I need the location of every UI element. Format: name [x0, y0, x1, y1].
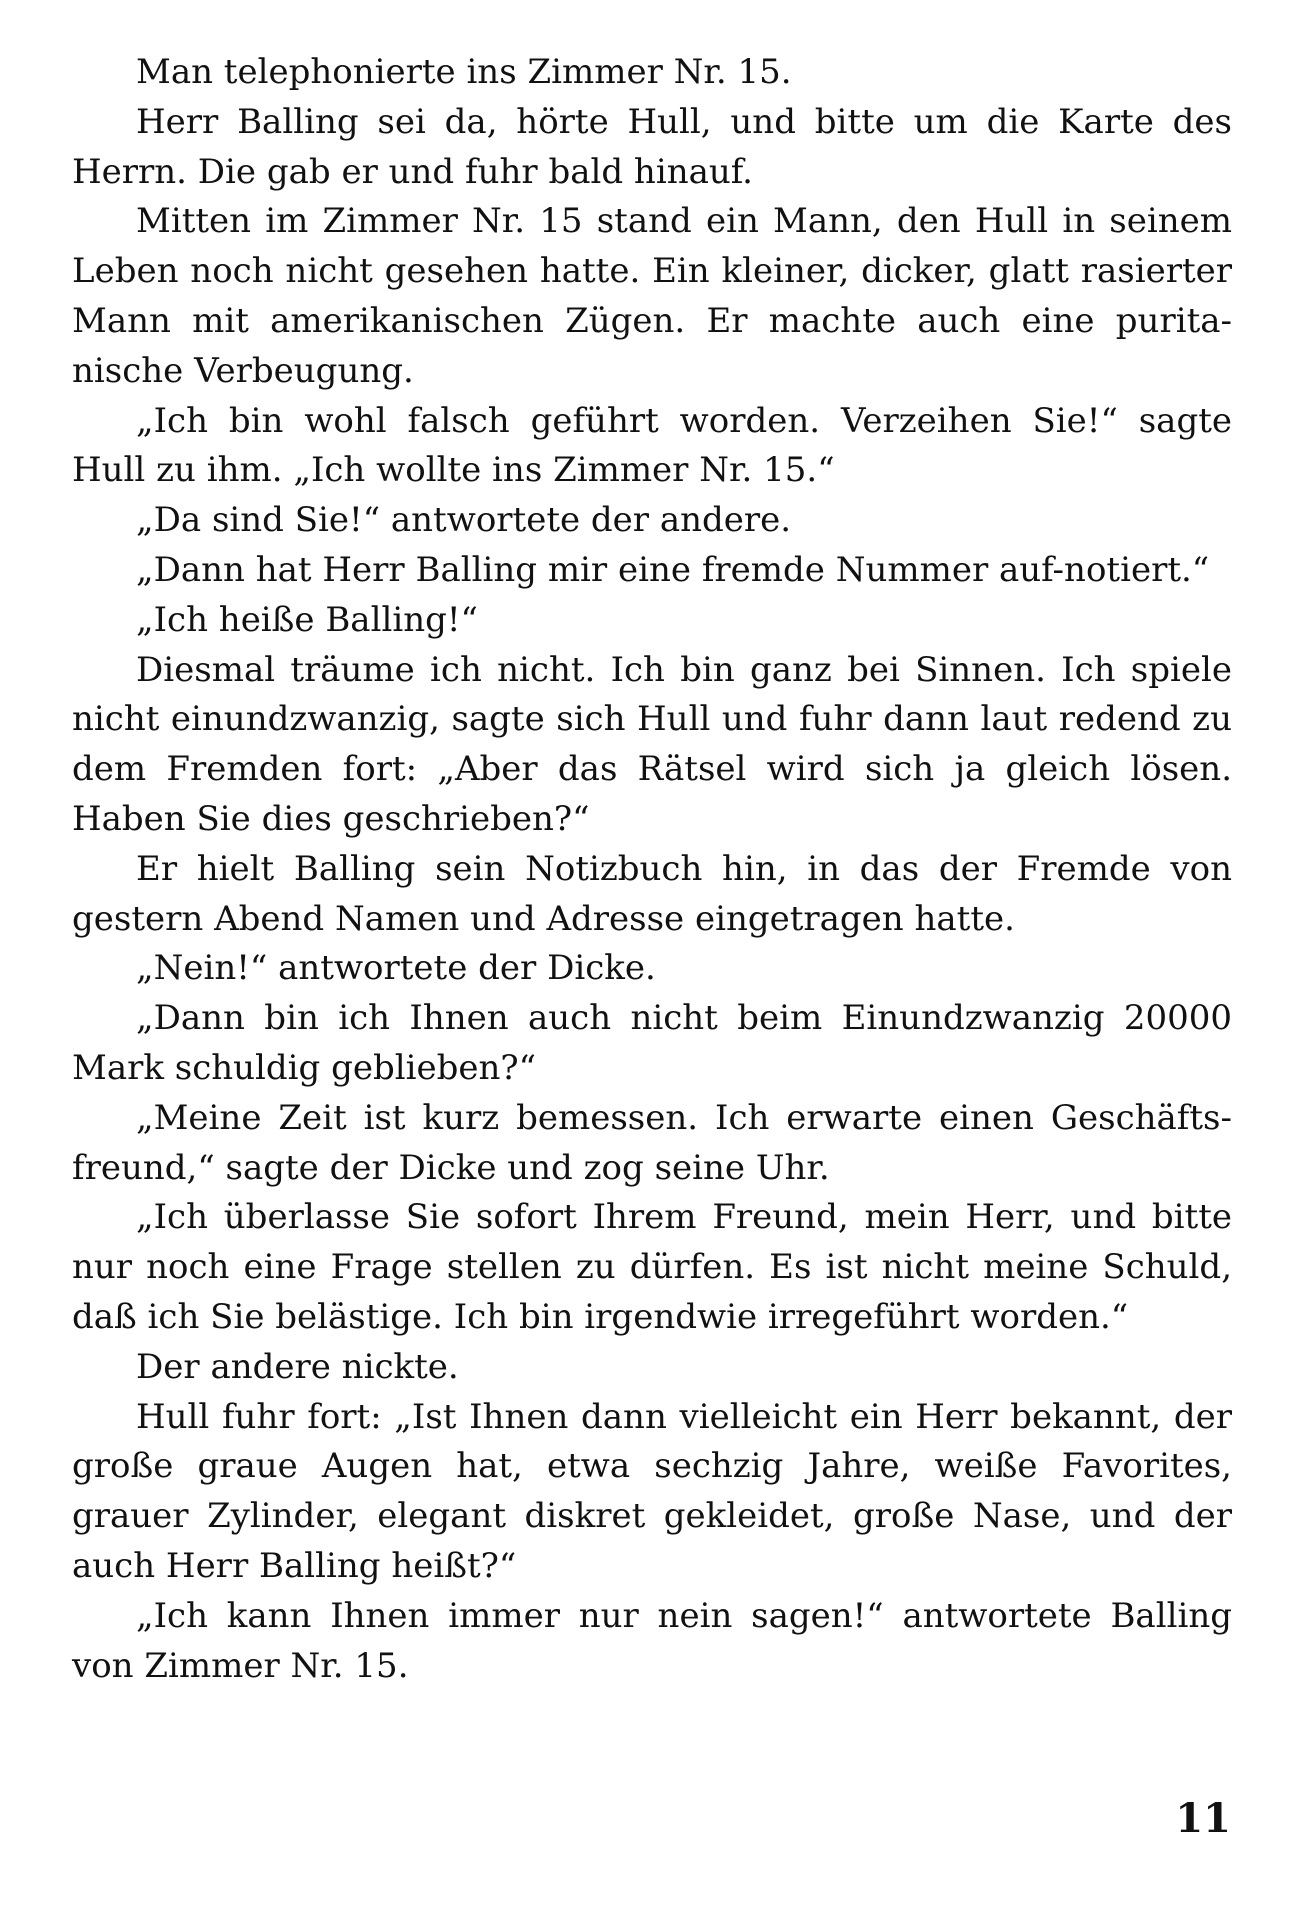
paragraph: „Nein!“ antwortete der Dicke.	[136, 948, 656, 989]
paragraph: Diesmal träume ich nicht. Ich bin ganz bei Sinnen. Ich spiele nicht einundzwanzig, sagte sich Hull und fuhr dann laut redend zu dem Fremden fort: „Aber das Rätsel wird sich ja gleich lösen. Haben Sie dies geschrieben?“	[72, 649, 1232, 839]
book-page	[72, 48, 1232, 1868]
paragraph: „Ich kann Ihnen immer nur nein sagen!“ antwortete Balling von Zimmer Nr. 15.	[72, 1595, 1232, 1686]
paragraph: Mitten im Zimmer Nr. 15 stand ein Mann, den Hull in seinem Leben noch nicht gesehen hatte. Ein kleiner, dicker, glatt rasierter Mann mit amerikanischen Zügen. Er machte auch eine purita-nische Verbeugung.	[72, 201, 1232, 391]
paragraph: „Dann bin ich Ihnen auch nicht beim Einundzwanzig 20000 Mark schuldig geblieben?“	[72, 998, 1232, 1088]
paragraph: „Da sind Sie!“ antwortete der andere.	[136, 500, 792, 541]
paragraph: Hull fuhr fort: „Ist Ihnen dann vielleicht ein Herr bekannt, der große graue Augen hat, etwa sechzig Jahre, weiße Favorites, grauer Zylinder, elegant diskret gekleidet, große Nase, und der auch Herr Balling heißt?“	[72, 1396, 1232, 1586]
paragraph: „Dann hat Herr Balling mir eine fremde Nummer auf-notiert.“	[136, 549, 1210, 590]
paragraph: „Ich heiße Balling!“	[136, 599, 478, 640]
paragraph: Man telephonierte ins Zimmer Nr. 15.	[136, 52, 792, 92]
page-number: 11	[1175, 1795, 1231, 1842]
paragraph: Er hielt Balling sein Notizbuch hin, in das der Fremde von gestern Abend Namen und Adresse eingetragen hatte.	[72, 848, 1232, 939]
paragraph: „Meine Zeit ist kurz bemessen. Ich erwarte einen Geschäfts-freund,“ sagte der Dicke und zog seine Uhr.	[72, 1097, 1232, 1188]
paragraph: Der andere nickte.	[136, 1346, 459, 1387]
paragraph: Herr Balling sei da, hörte Hull, und bitte um die Karte des Herrn. Die gab er und fuhr bald hinauf.	[72, 101, 1232, 192]
paragraph: „Ich bin wohl falsch geführt worden. Verzeihen Sie!“ sagte Hull zu ihm. „Ich wollte ins Zimmer Nr. 15.“	[72, 400, 1232, 491]
paragraph: „Ich überlasse Sie sofort Ihrem Freund, mein Herr, und bitte nur noch eine Frage stellen zu dürfen. Es ist nicht meine Schuld, daß ich Sie belästige. Ich bin irgendwie irregeführt worden.“	[72, 1197, 1232, 1337]
